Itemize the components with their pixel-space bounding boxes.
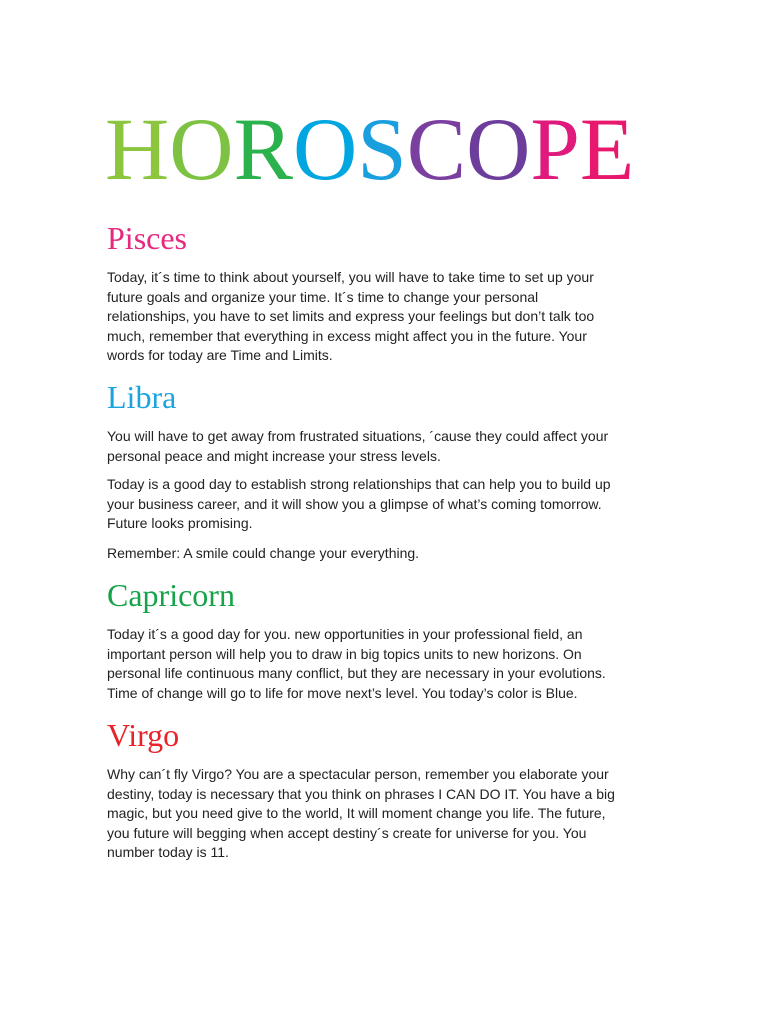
text-line: much, remember that everything in excess might affect you in the future. Your [107, 327, 587, 344]
text-line: relationships, you have to set limits and express your feelings but don’t talk too [107, 308, 595, 324]
title-letter: R [233, 101, 293, 199]
text-line: destiny, today is necessary that you think on phrases I CAN DO IT. You have a big [107, 785, 615, 802]
text-line: your business career, and it will show you a glimpse of what’s coming tomorrow. [107, 495, 602, 512]
text-line: You will have to get away from frustrated situations, ´cause they could affect your [107, 428, 609, 444]
section-heading-capricorn: Capricorn [107, 577, 235, 613]
title-letter: H [105, 101, 170, 199]
paragraph-capricorn-1 [107, 625, 667, 703]
paragraph-pisces-1 [107, 268, 667, 366]
section-heading-virgo: Virgo [107, 717, 180, 753]
text-line: Today it´s a good day for you. new opportunities in your professional field, an [107, 626, 583, 642]
paragraph-libra-3 [107, 544, 667, 564]
title-letter: O [292, 101, 358, 199]
text-line: Today, it´s time to think about yourself, you will have to take time to set up your [107, 269, 594, 285]
text-line: important person will help you to draw in big topics units to new horizons. On [107, 645, 582, 662]
title-letter: C [406, 101, 467, 199]
text-line: personal peace and might increase your stress levels. [107, 447, 441, 464]
text-line: Remember: A smile could change your everything. [107, 545, 420, 561]
text-line: future goals and organize your time. It´s time to change your personal [107, 288, 539, 305]
title-letter: S [357, 101, 407, 199]
paragraph-libra-2 [107, 475, 667, 534]
text-line: Time of change will go to life for move next’s level. You today’s color is Blue. [107, 684, 578, 701]
text-line: Future looks promising. [107, 515, 253, 531]
paragraph-libra-1 [107, 427, 667, 466]
text-line: words for today are Time and Limits. [107, 347, 333, 363]
section-heading-pisces: Pisces [107, 220, 187, 256]
page-title [105, 100, 634, 200]
text-line: magic, but you need give to the world, It will moment change you life. The future, [107, 805, 606, 821]
text-line: personal life continuous many conflict, but they are necessary in your evolutions. [107, 665, 606, 681]
text-line: you future will begging when accept destiny´s create for universe for you. You [107, 824, 587, 841]
text-line: number today is 11. [107, 844, 229, 860]
title-letter: O [466, 101, 531, 199]
section-heading-libra: Libra [107, 379, 177, 415]
title-letter: O [169, 101, 234, 199]
text-line: Why can´t fly Virgo? You are a spectacular person, remember you elaborate your [107, 766, 609, 782]
paragraph-virgo-1 [107, 765, 667, 863]
title-letter: E [579, 101, 635, 199]
text-line: Today is a good day to establish strong relationships that can help you to build up [107, 476, 611, 492]
title-letter: P [530, 101, 580, 199]
